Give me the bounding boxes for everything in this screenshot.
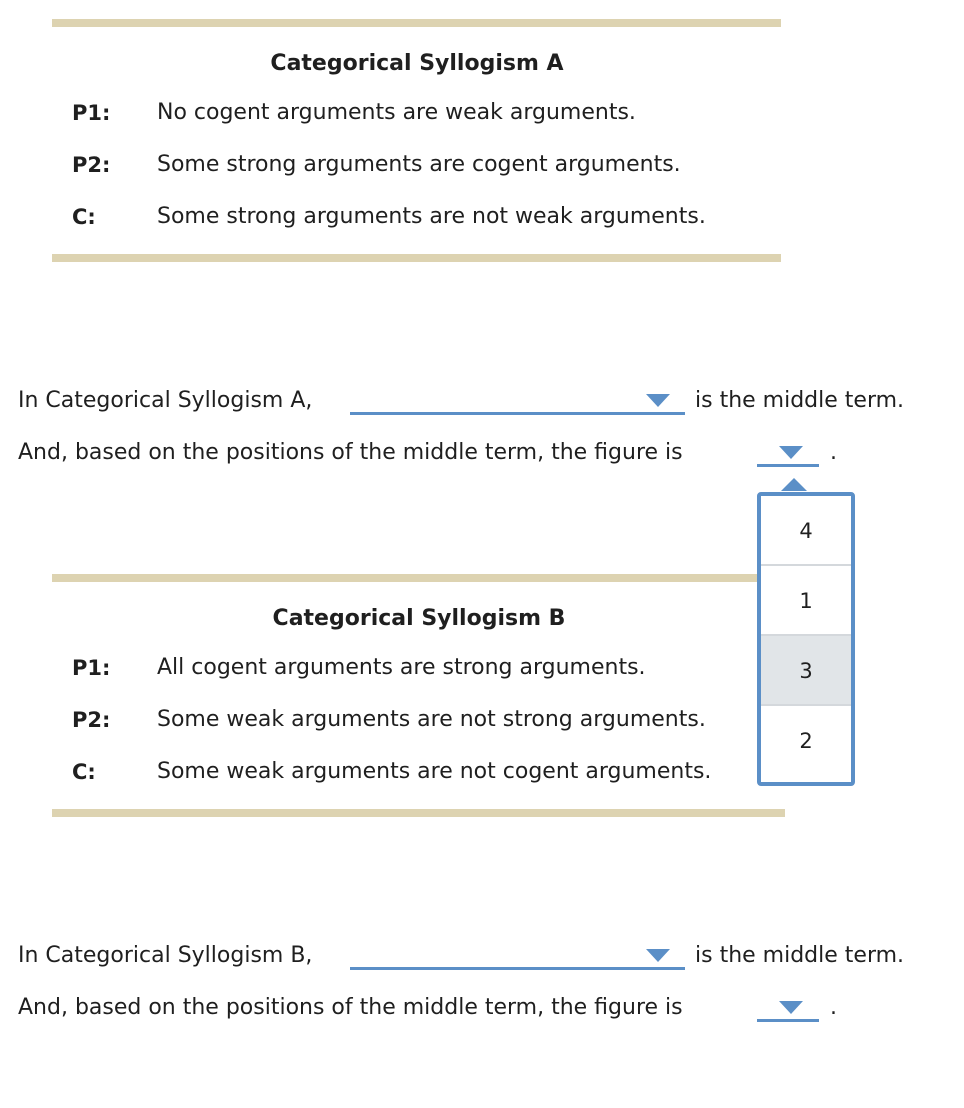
premise-text: No cogent arguments are weak arguments. — [157, 100, 636, 125]
figure-suffix-a: . — [830, 440, 837, 465]
premise-text: Some weak arguments are not strong arguments. — [157, 707, 706, 732]
chevron-up-icon — [781, 478, 807, 491]
middle-term-prompt-a: In Categorical Syllogism A, — [18, 388, 313, 413]
figure-prompt-b: And, based on the positions of the middle term, the figure is — [18, 995, 683, 1020]
dropdown-option[interactable]: 1 — [761, 566, 851, 636]
figure-select-a[interactable] — [757, 437, 819, 469]
dropdown-option[interactable]: 2 — [799, 729, 813, 753]
chevron-down-icon — [646, 949, 670, 962]
rule-a-top — [52, 19, 781, 27]
syllogism-a-title: Categorical Syllogism A — [270, 51, 564, 76]
chevron-down-icon — [779, 446, 803, 459]
conclusion-text: Some strong arguments are not weak arguments. — [157, 204, 706, 229]
select-underline — [350, 412, 685, 415]
conclusion-label: C: — [72, 760, 96, 784]
figure-prompt-a: And, based on the positions of the middle term, the figure is — [18, 440, 683, 465]
premise-label: P1: — [72, 101, 111, 125]
middle-term-suffix-b: is the middle term. — [695, 943, 905, 968]
premise-text: Some strong arguments are cogent arguments. — [157, 152, 681, 177]
chevron-down-icon — [646, 394, 670, 407]
dropdown-option[interactable]: 4 — [761, 496, 851, 566]
conclusion-label: C: — [72, 205, 96, 229]
middle-term-suffix-a: is the middle term. — [695, 388, 905, 413]
figure-select-b[interactable] — [757, 992, 819, 1024]
dropdown-option-highlighted[interactable]: 3 — [761, 636, 851, 706]
middle-term-prompt-b: In Categorical Syllogism B, — [18, 943, 313, 968]
figure-suffix-b: . — [830, 995, 837, 1020]
syllogism-b-title: Categorical Syllogism B — [272, 606, 566, 631]
chevron-down-icon — [779, 1001, 803, 1014]
middle-term-select-b[interactable] — [350, 940, 685, 972]
rule-b-top — [52, 574, 785, 582]
rule-a-bottom — [52, 254, 781, 262]
middle-term-select-a[interactable] — [350, 385, 685, 417]
conclusion-text: Some weak arguments are not cogent arguments. — [157, 759, 712, 784]
premise-label: P1: — [72, 656, 111, 680]
select-underline — [350, 967, 685, 970]
premise-text: All cogent arguments are strong arguments. — [157, 655, 646, 680]
select-underline — [757, 464, 819, 467]
figure-dropdown-list — [757, 492, 855, 786]
select-underline — [757, 1019, 819, 1022]
premise-label: P2: — [72, 153, 111, 177]
premise-label: P2: — [72, 708, 111, 732]
rule-b-bottom — [52, 809, 785, 817]
